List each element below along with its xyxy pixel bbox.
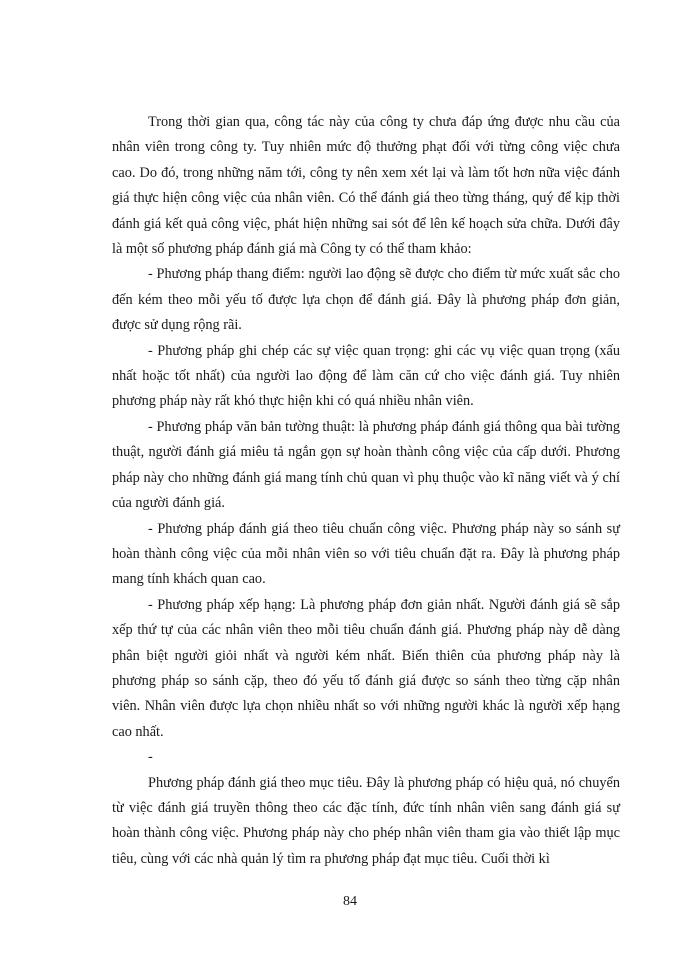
paragraph-critical-incidents: - Phương pháp ghi chép các sự việc quan trọng: ghi các vụ việc quan trọng (xấu nhất hoặc tốt nhất) của người lao động để làm căn cứ cho việc đánh giá. Tuy nhiên phương pháp này rất khó thực hiện khi có quá nhiều nhân viên. [112,342,620,410]
paragraph-intro: Trong thời gian qua, công tác này của công ty chưa đáp ứng được nhu cầu của nhân viên trong công ty. Tuy nhiên mức độ thưởng phạt đối với từng công việc chưa cao. Do đó, trong những năm tới, công ty nên xem xét lại và làm tốt hơn nữa việc đánh giá thực hiện công việc của nhân viên. Có thể đánh giá theo từng tháng, quý để kịp thời đánh giá kết quả công việc, phát hiện những sai sót để lên kế hoạch sửa chữa. Dưới đây là một số phương pháp đánh giá mà Công ty có thể tham khảo: [112,114,620,258]
paragraph-work-standards: - Phương pháp đánh giá theo tiêu chuẩn công việc. Phương pháp này so sánh sự hoàn thành công việc của mỗi nhân viên so với tiêu chuẩn đặt ra. Đây là phương pháp mang tính khách quan cao. [112,520,620,588]
paragraph-narrative-essay: - Phương pháp văn bản tường thuật: là phương pháp đánh giá thông qua bài tường thuật, người đánh giá miêu tả ngắn gọn sự hoàn thành công việc của cấp dưới. Phương pháp này cho những đánh giá mang tính chủ quan vì phụ thuộc vào kĩ năng viết và ý chí của người đánh giá. [112,418,620,512]
page-number: 84 [343,894,357,909]
paragraph-rating-scale: - Phương pháp thang điểm: người lao động sẽ được cho điểm từ mức xuất sắc cho đến kém theo mỗi yếu tố được lựa chọn để đánh giá. Đây là phương pháp đơn giản, được sử dụng rộng rãi. [112,266,620,334]
paragraph-ranking: - Phương pháp xếp hạng: Là phương pháp đơn giản nhất. Người đánh giá sẽ sắp xếp thứ tự của các nhân viên theo mỗi tiêu chuẩn đánh giá. Phương pháp này dễ dàng phân biệt người giỏi nhất và người kém nhất. Biến thiên của phương pháp này là phương pháp so sánh cặp, theo đó yếu tố đánh giá được so sánh theo từng cặp nhân viên. Nhân viên được lựa chọn nhiều nhất so với những người khác là người xếp hạng cao nhất. [112,596,620,740]
paragraph-dash: - [148,749,153,766]
body-text [112,110,620,872]
paragraph-mbo: Phương pháp đánh giá theo mục tiêu. Đây là phương pháp có hiệu quả, nó chuyển từ việc đánh giá truyền thông theo các đặc tính, đức tính nhân viên sang đánh giá sự hoàn thành công việc. Phương pháp này cho phép nhân viên tham gia vào thiết lập mục tiêu, cùng với các nhà quản lý tìm ra phương pháp đạt mục tiêu. Cuối thời kì [112,774,620,867]
